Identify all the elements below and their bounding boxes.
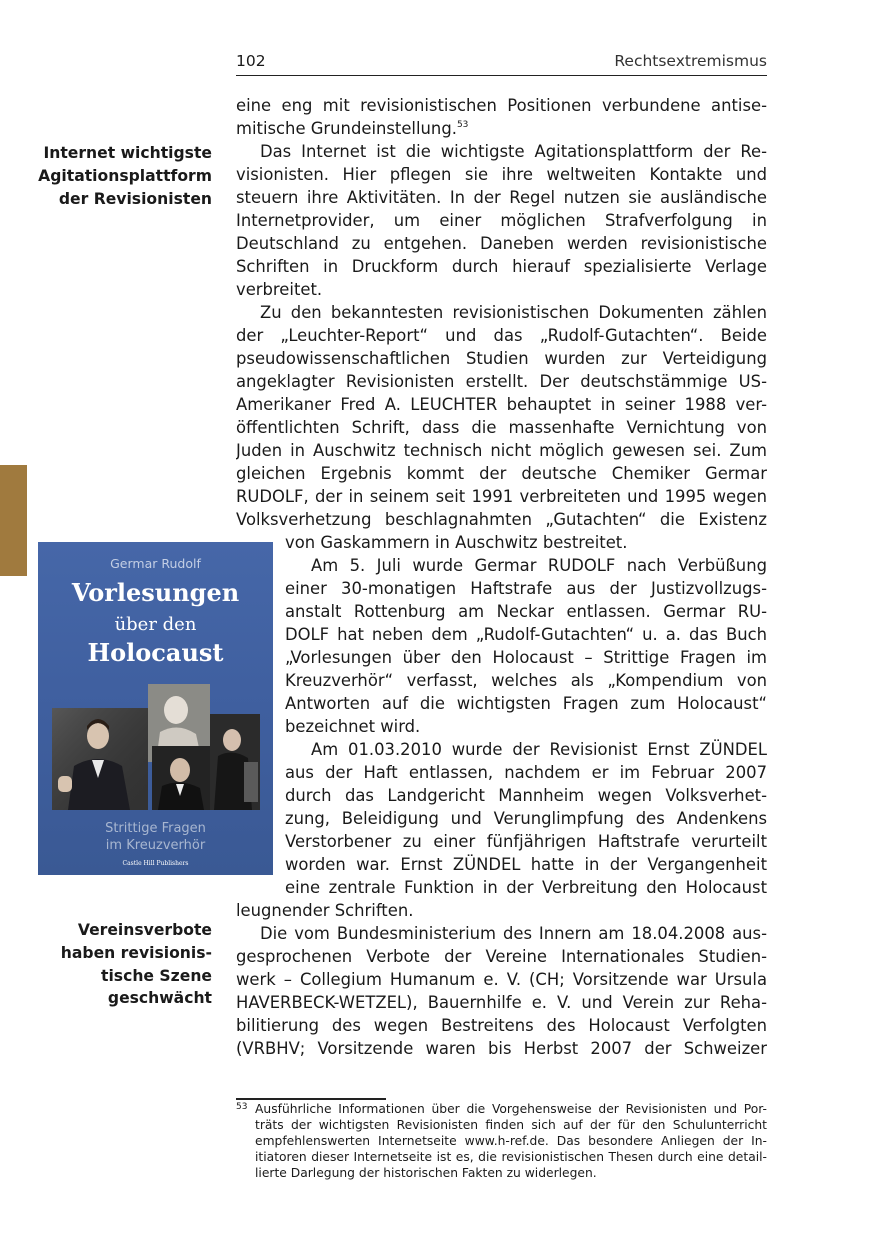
- body-line: DOLF hat neben dem „Rudolf-Gutachten“ u. a. das Buch: [285, 625, 767, 644]
- body-line: öffentlichten Schrift, dass die massenhafte Vernichtung von: [236, 418, 767, 437]
- body-line: pseudowissenschaftlichen Studien wurden zur Verteidigung: [236, 349, 767, 368]
- body-line: anstalt Rottenburg am Neckar entlassen. Germar RU-: [285, 602, 767, 621]
- margin-note-vereinsverbote: [20, 919, 212, 1010]
- footnote-line: träts der wichtigsten Revisionisten finden sich auf der für den Schulunterricht: [255, 1118, 767, 1132]
- body-line: eine eng mit revisionistischen Positionen verbundene antise-: [236, 96, 767, 115]
- page-number: 102: [236, 52, 266, 70]
- body-line: Verstorbener zu einer fünfjährigen Haftstrafe verurteilt: [285, 832, 767, 851]
- body-line: Juden in Auschwitz technisch nicht möglich gewesen sei. Zum: [236, 441, 767, 460]
- cover-publisher: Castle Hill Publishers: [122, 860, 189, 867]
- margin-note-line: der Revisionisten: [58, 189, 212, 208]
- margin-note-line: Internet wichtigste: [43, 144, 212, 162]
- body-line-text: mitische Grundeinstellung.: [236, 119, 457, 138]
- body-line: Antworten auf die wichtigsten Fragen zum Holocaust“: [285, 694, 767, 713]
- body-line: von Gaskammern in Auschwitz bestreitet.: [285, 533, 628, 552]
- body-line: HAVERBECK-WETZEL), Bauernhilfe e. V. und Verein zur Reha-: [236, 993, 767, 1012]
- body-line: (VRBHV; Vorsitzende waren bis Herbst 2007 der Schweizer: [236, 1039, 767, 1058]
- body-line: Am 5. Juli wurde Germar RUDOLF nach Verbüßung: [311, 556, 767, 575]
- footnote-reference: 53: [456, 120, 469, 130]
- margin-note-line: geschwächt: [107, 989, 212, 1008]
- footnote-line: empfehlenswerten Internetseite www.h-ref.de. Das besondere Anliegen der In-: [255, 1134, 767, 1148]
- body-line: [236, 118, 767, 141]
- margin-note-line: haben revisionis-: [60, 943, 212, 962]
- margin-note-internet: [20, 142, 212, 210]
- body-line: durch das Landgericht Mannheim wegen Volksverhet-: [285, 786, 767, 805]
- body-line: einer 30-monatigen Haftstrafe aus der Justizvollzugs-: [285, 579, 767, 598]
- body-line: bezeichnet wird.: [285, 717, 421, 736]
- body-line: der „Leuchter-Report“ und das „Rudolf-Gutachten“. Beide: [236, 326, 767, 345]
- body-line: zung, Beleidigung und Verunglimpfung des Andenkens: [285, 809, 767, 828]
- footnote-rule: [236, 1098, 386, 1100]
- footnote-line: Ausführliche Informationen über die Vorgehensweise der Revisionisten und Por-: [255, 1102, 767, 1116]
- cover-title-line: über den: [114, 614, 197, 635]
- body-line: visionisten. Hier pflegen sie ihre weltweiten Kontakte und: [236, 165, 767, 184]
- body-line: Internetprovider, um einer möglichen Strafverfolgung in: [236, 211, 767, 230]
- body-line: gleichen Ergebnis kommt der deutsche Chemiker Germar: [236, 464, 767, 483]
- body-line: Das Internet ist die wichtigste Agitationsplattform der Re-: [260, 142, 767, 161]
- body-line: gesprochenen Verbote der Vereine Internationales Studien-: [236, 947, 767, 966]
- margin-note-line: Vereinsverbote: [77, 921, 212, 939]
- margin-note-line: tische Szene: [101, 966, 212, 985]
- body-line: leugnender Schriften.: [236, 901, 414, 920]
- cover-subtitle-line: Strittige Fragen: [105, 821, 206, 836]
- cover-photo-collage: [52, 680, 260, 810]
- header-rule: [236, 75, 767, 76]
- body-line: Deutschland zu entgehen. Daneben werden revisionistische: [236, 234, 767, 253]
- cover-author: Germar Rudolf: [110, 556, 201, 571]
- body-line: Am 01.03.2010 wurde der Revisionist Ernst ZÜNDEL: [311, 740, 767, 759]
- footnote-number: 53: [236, 1102, 248, 1112]
- body-line: RUDOLF, der in seinem seit 1991 verbreiteten und 1995 wegen: [236, 487, 767, 506]
- body-line: werk – Collegium Humanum e. V. (CH; Vorsitzende war Ursula: [236, 970, 767, 989]
- margin-note-line: Agitationsplattform: [38, 166, 212, 185]
- body-line: Zu den bekanntesten revisionistischen Dokumenten zählen: [260, 303, 767, 322]
- body-line: „Vorlesungen über den Holocaust – Strittige Fragen im: [285, 648, 767, 667]
- running-title: Rechtsextremismus: [614, 52, 767, 70]
- footnote-line: lierte Darlegung der historischen Fakten zu widerlegen.: [255, 1166, 597, 1180]
- body-line: steuern ihre Aktivitäten. In der Regel nutzen sie ausländische: [236, 188, 767, 207]
- body-line: aus der Haft entlassen, nachdem er im Februar 2007: [285, 763, 767, 782]
- body-line: bilitierung des wegen Bestreitens des Holocaust Verfolgten: [236, 1016, 767, 1035]
- body-line: Schriften in Druckform durch hierauf spezialisierte Verlage: [236, 257, 767, 276]
- cover-title-line: Vorlesungen: [71, 578, 240, 607]
- body-line: eine zentrale Funktion in der Verbreitung den Holocaust: [285, 878, 767, 897]
- cover-title-line: Holocaust: [87, 638, 224, 667]
- body-line: worden war. Ernst ZÜNDEL hatte in der Vergangenheit: [285, 855, 767, 874]
- body-line: verbreitet.: [236, 280, 323, 299]
- chapter-thumb-tab: [0, 465, 27, 576]
- body-line: Amerikaner Fred A. LEUCHTER behauptet in seiner 1988 ver-: [236, 395, 767, 414]
- book-cover-image: [38, 542, 273, 875]
- cover-subtitle-line: im Kreuzverhör: [105, 838, 206, 853]
- footnote-line: itiatoren dieser Internetseite ist es, die revisionistischen Thesen durch eine detail-: [255, 1150, 767, 1164]
- body-line: Die vom Bundesministerium des Innern am 18.04.2008 aus-: [260, 924, 767, 943]
- body-line: Kreuzverhör“ verfasst, welches als „Kompendium von: [285, 671, 767, 690]
- body-line: angeklagter Revisionisten erstellt. Der deutschstämmige US-: [236, 372, 767, 391]
- body-line: Volksverhetzung beschlagnahmten „Gutachten“ die Existenz: [236, 510, 767, 529]
